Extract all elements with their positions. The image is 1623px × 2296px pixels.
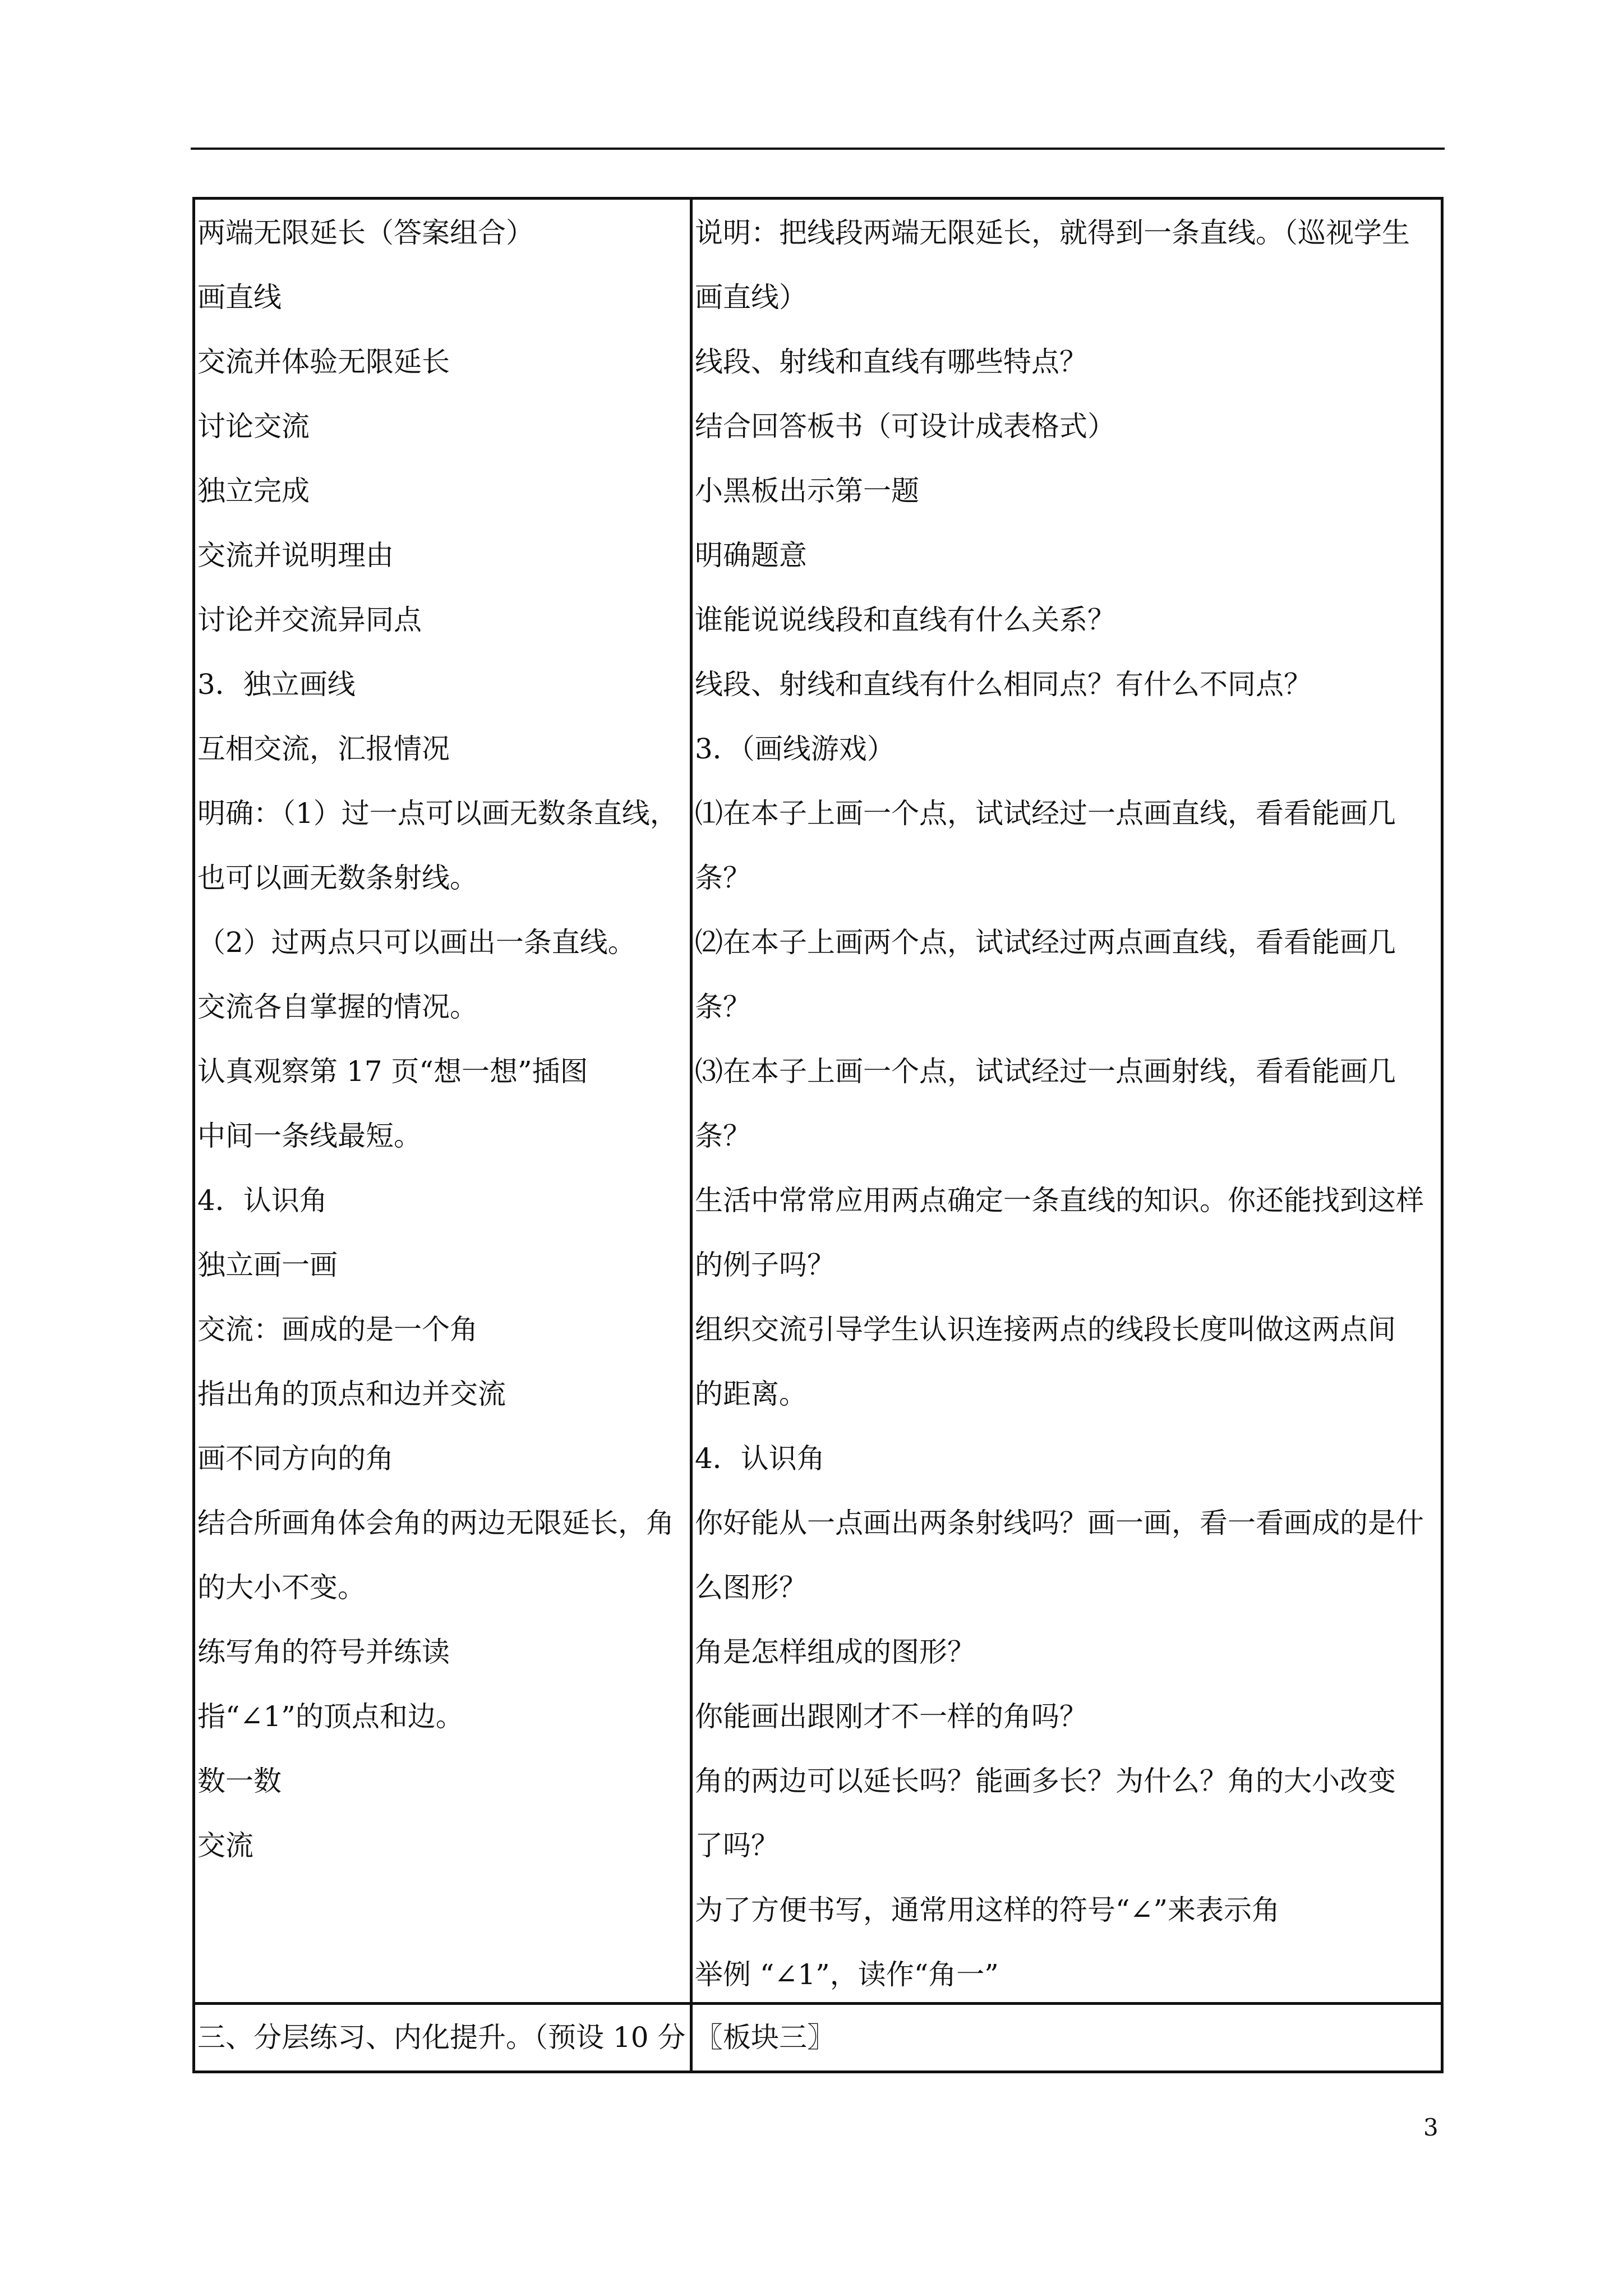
teacher-activity-line: 角的两边可以延长吗？能画多长？为什么？角的大小改变 [695,1765,1396,1797]
teacher-activity-line: 你好能从一点画出两条射线吗？画一画，看一看画成的是什 [695,1507,1424,1539]
student-activity-line: 明确：（1）过一点可以画无数条直线， [197,797,678,830]
student-activity-line: 交流：画成的是一个角 [197,1313,478,1346]
teacher-activity-line: 条？ [695,862,751,894]
student-activity-line: 独立画一画 [197,1249,338,1281]
student-activity-line: （2）过两点只可以画出一条直线。 [197,926,636,959]
teacher-activity-line: 组织交流引导学生认识连接两点的线段长度叫做这两点间 [695,1313,1396,1346]
teacher-activity-line: 了吗？ [695,1829,779,1862]
student-activity-line: 交流并体验无限延长 [197,346,450,378]
student-activity-line: 独立完成 [197,475,310,507]
teacher-activity-line: 小黑板出示第一题 [695,475,919,507]
teacher-activity-line: 的例子吗？ [695,1249,835,1281]
student-activity-line: 两端无限延长（答案组合） [197,217,534,249]
teacher-activity-line: 的距离。 [695,1378,807,1410]
student-activity-line: 指“∠1”的顶点和边。 [197,1700,464,1733]
teacher-activity-line: 举例 “∠1”，读作“角一” [695,1958,999,1991]
student-activity-line: 4．认识角 [197,1184,328,1217]
student-activity-line: 数一数 [197,1765,282,1797]
teacher-activity-line: 么图形？ [695,1571,807,1604]
teacher-activity-line: 谁能说说线段和直线有什么关系？ [695,604,1115,636]
teacher-activity-line: 线段、射线和直线有哪些特点？ [695,346,1087,378]
footer-right-text: 〖板块三〗 [695,2021,835,2054]
footer-left-cell [195,2005,693,2070]
teacher-activity-line: 线段、射线和直线有什么相同点？有什么不同点？ [695,668,1312,701]
teacher-activity-line: 为了方便书写，通常用这样的符号“∠”来表示角 [695,1894,1280,1926]
teacher-activity-line: 条？ [695,1120,751,1152]
table-row-main [195,200,1441,2005]
student-activity-line: 画直线 [197,281,282,314]
student-activity-line: 练写角的符号并练读 [197,1636,450,1668]
student-activity-line: 认真观察第 17 页“想一想”插图 [197,1055,588,1088]
teacher-activity-line: ⑶在本子上画一个点，试试经过一点画射线，看看能画几 [695,1055,1396,1088]
student-activity-line: 交流 [197,1829,253,1862]
teacher-activity-line: ⑴在本子上画一个点，试试经过一点画直线，看看能画几 [695,797,1396,830]
lesson-table [192,197,1444,2073]
teacher-activity-line: 3．（画线游戏） [695,733,895,765]
teacher-activity-line: 条？ [695,991,751,1023]
teacher-activity-line: 你能画出跟刚才不一样的角吗？ [695,1700,1087,1733]
teacher-activity-column [693,200,1441,2002]
teacher-activity-line: 说明：把线段两端无限延长，就得到一条直线。（巡视学生 [695,217,1410,249]
student-activity-line: 也可以画无数条射线。 [197,862,478,894]
student-activity-line: 中间一条线最短。 [197,1120,422,1152]
teacher-activity-line: 结合回答板书（可设计成表格式） [695,410,1115,443]
student-activity-line: 结合所画角体会角的两边无限延长，角 [197,1507,674,1539]
student-activity-line: 讨论交流 [197,410,310,443]
student-activity-line: 交流并说明理由 [197,539,394,572]
student-activity-line: 讨论并交流异同点 [197,604,422,636]
student-activity-line: 画不同方向的角 [197,1442,394,1475]
table-row-footer [195,2005,1441,2070]
footer-right-cell [693,2005,1441,2070]
teacher-activity-line: 4．认识角 [695,1442,825,1475]
student-activity-column [195,200,693,2002]
student-activity-line: 互相交流，汇报情况 [197,733,450,765]
student-activity-line: 交流各自掌握的情况。 [197,991,478,1023]
student-activity-line: 指出角的顶点和边并交流 [197,1378,506,1410]
teacher-activity-line: 生活中常常应用两点确定一条直线的知识。你还能找到这样 [695,1184,1424,1217]
teacher-activity-line: ⑵在本子上画两个点，试试经过两点画直线，看看能画几 [695,926,1396,959]
student-activity-line: 的大小不变。 [197,1571,366,1604]
student-activity-line: 3．独立画线 [197,668,356,701]
header-rule [191,148,1445,150]
teacher-activity-line: 明确题意 [695,539,807,572]
page-number: 3 [1423,2114,1438,2141]
teacher-activity-line: 角是怎样组成的图形？ [695,1636,975,1668]
footer-left-text: 三、分层练习、内化提升。（预设 10 分 [197,2021,686,2054]
teacher-activity-line: 画直线） [695,281,807,314]
